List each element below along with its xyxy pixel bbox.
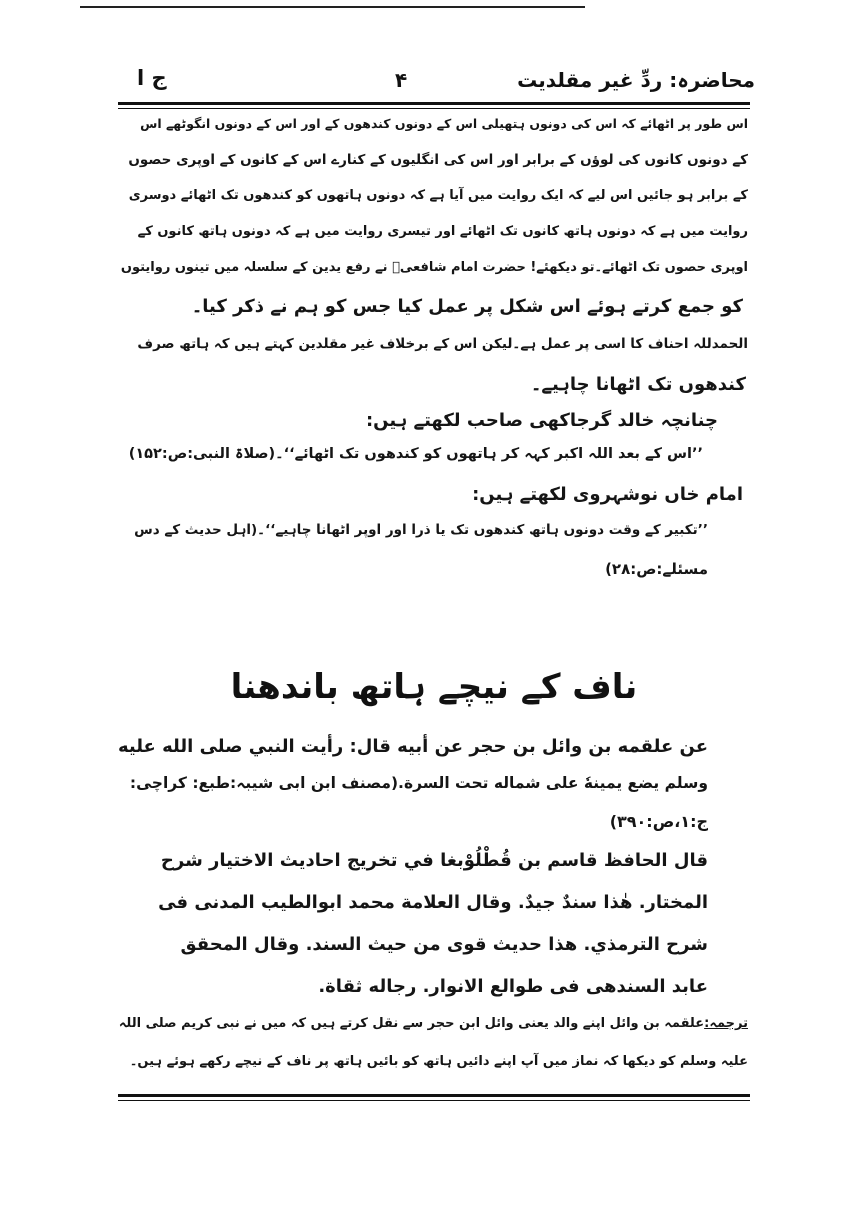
commentary-line: شرح الترمذي. هذا حديث قوى من حيث السند. وقال المحقق: [180, 934, 708, 955]
para1-line: روایت میں ہے کہ دونوں ہاتھ کانوں تک اٹھائے اور تیسری روایت میں ہے کہ دونوں ہاتھ کانوں کے: [137, 224, 748, 239]
para1-line: اس طور پر اٹھائے کہ اس کی دونوں ہتھیلی اس کے دونوں کندھوں کے اور اس کے دونوں انگوٹھے اس: [140, 116, 748, 131]
translation-text: علقمہ بن وائل اپنے والد یعنی وائل ابن حجر سے نقل کرتے ہیں کہ میں نے نبی کریم صلی اللہ: [118, 1016, 705, 1031]
header-rule: [118, 102, 750, 105]
para2-line: کندھوں تک اٹھانا چاہیے۔: [530, 374, 746, 395]
quote2-text: ’’تکبیر کے وقت دونوں ہاتھ کندھوں تک یا ذرا اور اوپر اٹھانا چاہیے‘‘۔(اہل حدیث کے دس: [134, 522, 708, 538]
para1-line: اوپری حصوں تک اٹھائے۔تو دیکھئے! حضرت امام شافعیؒ نے رفع یدین کے سلسلہ میں تینوں روایتوں: [120, 260, 748, 275]
commentary-line: عابد السندهى فى طوالع الانوار. رجاله ثقاة.: [318, 976, 708, 997]
translation-line: علیہ وسلم کو دیکھا کہ نماز میں آپ اپنے دائیں ہاتھ کو بائیں ہاتھ پر ناف کے نیچے رکھے ہوئے ہیں۔: [129, 1054, 748, 1069]
quote1-text: ’’اس کے بعد اللہ اکبر کہہ کر ہاتھوں کو کندھوں تک اٹھائے‘‘۔(صلاۃ النبی:ص:۱۵۲): [128, 446, 703, 462]
quote2-intro: امام خاں نوشہروی لکھتے ہیں:: [472, 484, 743, 505]
hadith-line: وسلم يضع يمينهٗ على شماله تحت السرة.(مصنف ابن ابی شیبہ:طبع: کراچی:: [129, 774, 708, 792]
footer-rule: [118, 1094, 750, 1097]
para2-line: الحمدللہ احناف کا اسی پر عمل ہے۔لیکن اس کے برخلاف غیر مقلدین کہتے ہیں کہ ہاتھ صرف: [137, 336, 748, 352]
hadith-line: عن علقمه بن وائل بن حجر عن أبيه قال: رأيت النبي صلى الله عليه: [117, 736, 708, 757]
volume-number: ج ا: [137, 66, 167, 90]
hadith-line: ج:۱،ص:۳۹۰): [609, 812, 708, 831]
commentary-line: قال الحافظ قاسم بن قُطْلُوْبغا في تخريج احاديث الاختيار شرح: [160, 850, 708, 871]
translation-label: ترجمہ:: [704, 1016, 748, 1031]
page-number: ۴: [395, 68, 408, 92]
quote2-text: مسئلے:ص:۲۸): [605, 560, 708, 578]
commentary-line: المختار. هٰذا سندٌ جيدٌ. وقال العلامة محمد ابوالطيب المدنى فى: [158, 892, 708, 913]
running-header: [125, 64, 755, 100]
quote1-intro: چنانچہ خالد گرجاکھی صاحب لکھتے ہیں:: [365, 410, 718, 431]
header-title: محاضرہ: ردِّ غیر مقلدیت: [517, 68, 755, 92]
top-rule: [80, 6, 585, 8]
para1-line: کے دونوں کانوں کی لوؤں کے برابر اور اس کی انگلیوں کے کنارے اس کے کانوں کے اوپری حصوں: [128, 152, 748, 168]
section-heading: ناف کے نیچے ہاتھ باندھنا: [230, 667, 638, 707]
para1-line: کے برابر ہو جائیں اس لیے کہ ایک روایت میں آیا ہے کہ دونوں ہاتھوں کو کندھوں تک اٹھائے دوسری: [128, 188, 748, 203]
para1-line: کو جمع کرتے ہوئے اس شکل پر عمل کیا جس کو ہم نے ذکر کیا۔: [191, 296, 743, 317]
translation-line: [116, 1016, 748, 1031]
